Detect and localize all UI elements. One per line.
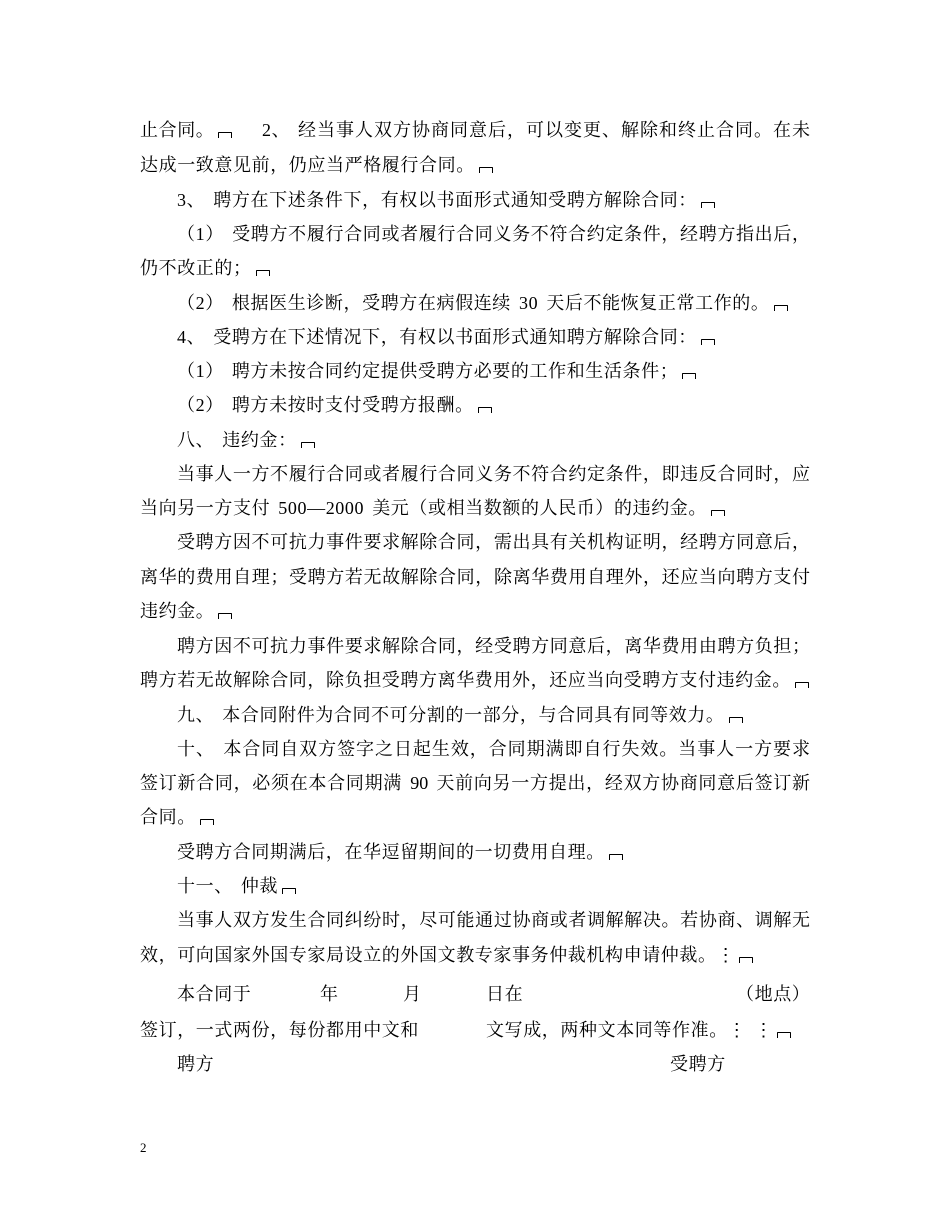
- line-text: （地点）: [736, 984, 811, 1004]
- paragraph-mark-icon: [200, 819, 214, 825]
- section-heading: [177, 737, 810, 761]
- line-text: 达成一致意见前，仍应当严格履行合同。: [140, 155, 475, 175]
- paragraph-line: [140, 771, 810, 795]
- paragraph-mark-icon: [218, 613, 232, 619]
- paragraph-line: [177, 359, 696, 383]
- line-text: （1） 聘方未按合同约定提供受聘方必要的工作和生活条件；: [177, 361, 679, 381]
- paragraph-mark-icon: [711, 510, 725, 516]
- paragraph-line: [298, 118, 810, 142]
- line-text: 十、 本合同自双方签字之日起生效，合同期满即自行失效。当事人一方要求: [177, 739, 810, 759]
- paragraph-line: [140, 599, 232, 623]
- paragraph-line: [177, 634, 810, 658]
- section-heading: [177, 874, 296, 898]
- line-text: 聘方因不可抗力事件要求解除合同，经受聘方同意后，离华费用由聘方负担；: [177, 636, 810, 656]
- line-text: 3、 聘方在下述条件下，有权以书面形式通知受聘方解除合同：: [177, 190, 697, 210]
- line-text: 当事人一方不履行合同或者履行合同义务不符合约定条件，即违反合同时，应: [177, 464, 810, 484]
- paragraph-mark-icon: [739, 957, 753, 963]
- line-text: 当向另一方支付 500—2000 美元（或相当数额的人民币）的违约金。: [140, 498, 707, 518]
- paragraph-line: [140, 118, 232, 142]
- line-text: 经当事人双方协商同意后，可以变更、解除和终止合同。在未: [298, 120, 810, 140]
- line-text: （2） 根据医生诊断，受聘方在病假连续 30 天后不能恢复正常工作的。: [177, 293, 770, 313]
- line-text: 违约金。: [140, 601, 215, 621]
- day-label: [486, 982, 523, 1006]
- line-text: 合同。: [140, 807, 196, 827]
- paragraph-mark-icon: [729, 717, 743, 723]
- paragraph-mark-icon: [609, 854, 623, 860]
- clause-number: [262, 118, 290, 142]
- month-label: [403, 982, 422, 1006]
- line-text: 离华的费用自理；受聘方若无故解除合同，除离华费用自理外，还应当向聘方支付: [140, 567, 810, 587]
- paragraph-line: [177, 462, 810, 486]
- line-text: 本合同于: [177, 984, 252, 1004]
- signing-date-label: [177, 982, 251, 1006]
- paragraph-mark-icon: [774, 305, 788, 311]
- line-text: 月: [403, 984, 422, 1004]
- line-text: 受聘方合同期满后，在华逗留期间的一切费用自理。: [177, 842, 605, 862]
- year-label: [320, 982, 339, 1006]
- section-heading: [177, 703, 743, 727]
- paragraph-line: [486, 1018, 791, 1042]
- line-text: 文写成，两种文本同等作准。⋮ ⋮: [486, 1020, 774, 1040]
- line-text: 聘方: [177, 1054, 215, 1074]
- line-text: 十一、 仲裁: [177, 876, 279, 896]
- paragraph-line: [177, 530, 810, 554]
- line-text: 4、 受聘方在下述情况下，有权以书面形式通知聘方解除合同：: [177, 327, 697, 347]
- line-text: 九、 本合同附件为合同不可分割的一部分，与合同具有同等效力。: [177, 705, 725, 725]
- paragraph-line: [140, 256, 270, 280]
- paragraph-line: [177, 291, 788, 315]
- line-text: （2） 聘方未按时支付受聘方报酬。: [177, 395, 474, 415]
- line-text: 聘方若无故解除合同，除负担受聘方离华费用外，还应当向受聘方支付违约金。: [140, 670, 791, 690]
- paragraph-line: [140, 153, 493, 177]
- line-text: 签订新合同，必须在本合同期满 90 天前向另一方提出，经双方协商同意后签订新: [140, 773, 810, 793]
- paragraph-line: [140, 1018, 419, 1042]
- line-text: 日在: [486, 984, 524, 1004]
- paragraph-line: [177, 908, 810, 932]
- paragraph-line: [140, 943, 753, 967]
- paragraph-mark-icon: [282, 888, 296, 894]
- paragraph-line: [177, 325, 715, 349]
- paragraph-line: [177, 188, 715, 212]
- section-heading: [177, 428, 315, 452]
- paragraph-line: [140, 565, 810, 589]
- paragraph-mark-icon: [701, 339, 715, 345]
- paragraph-mark-icon: [795, 682, 809, 688]
- line-text: 八、 违约金：: [177, 430, 297, 450]
- paragraph-mark-icon: [682, 373, 696, 379]
- line-text: 签订，一式两份，每份都用中文和: [140, 1020, 419, 1040]
- line-text: 止合同。: [140, 120, 215, 140]
- line-text: 2、: [262, 120, 291, 140]
- paragraph-mark-icon: [777, 1032, 791, 1038]
- line-text: （1） 受聘方不履行合同或者履行合同义务不符合约定条件，经聘方指出后，: [177, 224, 810, 244]
- paragraph-line: [140, 496, 725, 520]
- paragraph-line: [140, 668, 809, 692]
- paragraph-line: [177, 840, 623, 864]
- paragraph-line: [177, 222, 810, 246]
- line-text: 受聘方因不可抗力事件要求解除合同，需出具有关机构证明，经聘方同意后，: [177, 532, 810, 552]
- line-text: 当事人双方发生合同纠纷时，尽可能通过协商或者调解解决。若协商、调解无: [177, 910, 810, 930]
- paragraph-mark-icon: [218, 132, 232, 138]
- employee-signature-label: [670, 1052, 726, 1076]
- paragraph-line: [140, 805, 214, 829]
- paragraph-mark-icon: [478, 407, 492, 413]
- paragraph-mark-icon: [701, 202, 715, 208]
- page-number: 2: [140, 1140, 147, 1155]
- line-text: 受聘方: [670, 1054, 726, 1074]
- line-text: 效，可向国家外国专家局设立的外国文教专家事务仲裁机构申请仲裁。⋮: [140, 945, 736, 965]
- line-text: 年: [320, 984, 339, 1004]
- paragraph-mark-icon: [479, 167, 493, 173]
- paragraph-line: [177, 393, 492, 417]
- employer-signature-label: [177, 1052, 214, 1076]
- place-label: [736, 982, 810, 1006]
- paragraph-mark-icon: [301, 442, 315, 448]
- line-text: 仍不改正的；: [140, 258, 252, 278]
- paragraph-mark-icon: [256, 270, 270, 276]
